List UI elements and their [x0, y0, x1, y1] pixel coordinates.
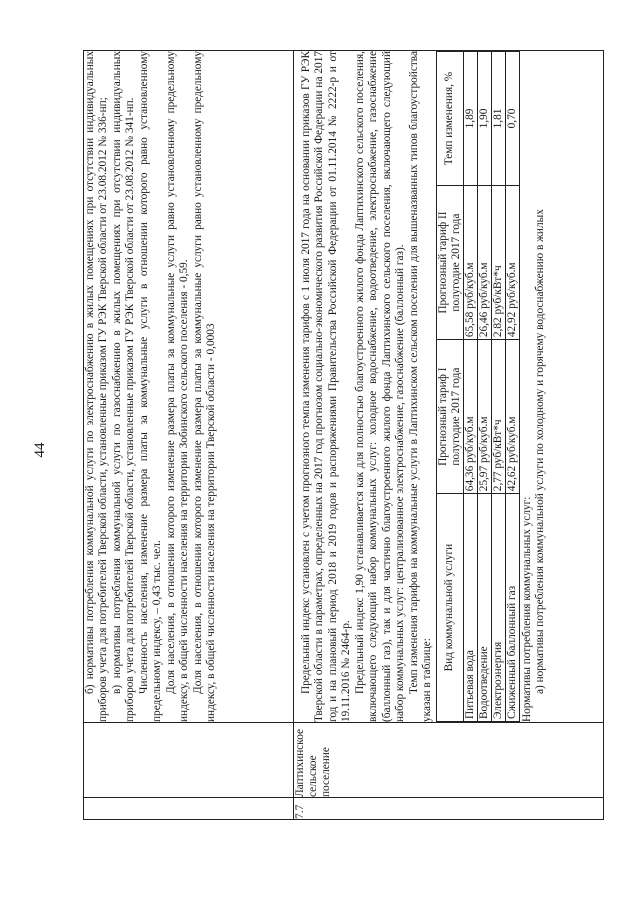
paragraph: Нормативы потребления коммунальных услуг:	[520, 496, 533, 722]
content-cell	[294, 51, 604, 723]
tariff-h2: 26,46 руб/куб.м	[477, 186, 491, 340]
table-row	[477, 52, 491, 722]
header-tariff-h2: Прогнозный тариф II полугодие 2017 года	[436, 186, 463, 340]
settlement-name-cell: Лаптихинское сельское поселение	[294, 723, 604, 798]
table-row-laptikhinskoe	[294, 51, 604, 820]
header-tariff-h1: Прогнозный тариф I полугодие 2017 года	[436, 340, 463, 494]
paragraph: Предельный индекс установлен с учетом прогнозного темпа изменения тарифов с 1 июля 2017 года на основании приказов ГУ РЭК Тверской области в параметрах, определенных на 2017 год прогнозом социально-экономического развития Российской Федерации на 2017 год и на плановый период 2018 и 2019 годов и распоряжениями Правительства Российской Федерации от 01.11.2014 № 2222-р и от 19.11.2016 № 2464-р.	[300, 51, 353, 722]
change-rate: 1,81	[491, 52, 505, 186]
service-name: Электроэнергия	[491, 494, 505, 722]
row-number-cell: 7.7	[294, 798, 604, 820]
settlement-name-cell	[84, 723, 294, 798]
tariff-table	[436, 51, 520, 722]
service-name: Водоотведение	[477, 494, 491, 722]
change-rate: 0,70	[505, 52, 519, 186]
paragraph: Численность населения, изменение размера платы за коммунальные услуги в отношении которого равно установленному предельному индексу, – 0,43 тыс. чел.	[137, 51, 164, 722]
page-number: 44	[32, 442, 48, 458]
tariff-h1: 25,97 руб/куб.м	[477, 340, 491, 494]
table-row	[505, 52, 519, 722]
main-table	[83, 50, 604, 820]
table-row	[491, 52, 505, 722]
rotated-document-sheet	[83, 50, 603, 820]
service-name: Сжиженный баллонный газ	[505, 494, 519, 722]
paragraph: Темп изменения тарифов на коммунальные услуги в Лаптихинском сельском поселении для вышеназванных типов благоустройства указан в таблице:	[407, 51, 434, 722]
header-service-type: Вид коммунальной услуги	[436, 494, 463, 722]
tariff-h2: 2,82 руб/кВт*ч	[491, 186, 505, 340]
header-change-rate: Темп изменения, %	[436, 52, 463, 186]
table-row	[463, 52, 477, 722]
change-rate: 1,90	[477, 52, 491, 186]
change-rate: 1,89	[463, 52, 477, 186]
content-cell	[84, 51, 294, 723]
tariff-h1: 2,77 руб/кВт*ч	[491, 340, 505, 494]
tariff-h2: 65,58 руб/куб.м	[463, 186, 477, 340]
tariff-h1: 42,62 руб/куб.м	[505, 340, 519, 494]
table-row-continuation	[84, 51, 294, 820]
tariff-table-header	[436, 52, 463, 722]
tariff-h1: 64,36 руб/куб.м	[463, 340, 477, 494]
paragraph: Доля населения, в отношении которого изменение размера платы за коммунальные услуги равно установленному предельному индексу, в общей численности населения на территории Зобинского сельского поселения - 0,59.	[164, 51, 191, 722]
row-number-cell	[84, 798, 294, 820]
paragraph: б) нормативы потребления коммунальной услуги по электроснабжению в жилых помещениях при отсутствии индивидуальных приборов учета для потребителей Тверской области, установленные приказом ГУ РЭК Тверской области от 23.08.2012 № 336-нп;	[84, 51, 110, 722]
service-name: Питьевая вода	[463, 494, 477, 722]
tariff-h2: 42,92 руб/куб.м	[505, 186, 519, 340]
paragraph: Предельный индекс 1,90 устанавливается как для полностью благоустроенного жилого фонда Лаптихинского сельского поселения, включающего следующий набор коммунальных услуг: холодное водоснабжение, водоотведение, электроснабжение, газоснабжение (баллонный газ), так и для частично благоустроенного жилого фонда Лаптихинского сельского поселения, включающего следующий набор коммунальных услуг: централизованное электроснабжение, газоснабжение (баллонный газ).	[353, 51, 407, 722]
paragraph: а) нормативы потребления коммунальной услуги по холодному и горячему водоснабжению в жилых	[533, 209, 546, 694]
paragraph: в) нормативы потребления коммунальной услуги по газоснабжению в жилых помещениях при отсутствии индивидуальных приборов учета для потребителей Тверской области, установленные приказом ГУ РЭК Тверской области от 23.08.2012 № 341-нп.	[110, 51, 137, 722]
paragraph: Доля населения, в отношении которого изменение размера платы за коммунальные услуги равно установленному предельному индексу, в общей численности населения на территории Тверской области - 0,0003	[191, 51, 218, 722]
